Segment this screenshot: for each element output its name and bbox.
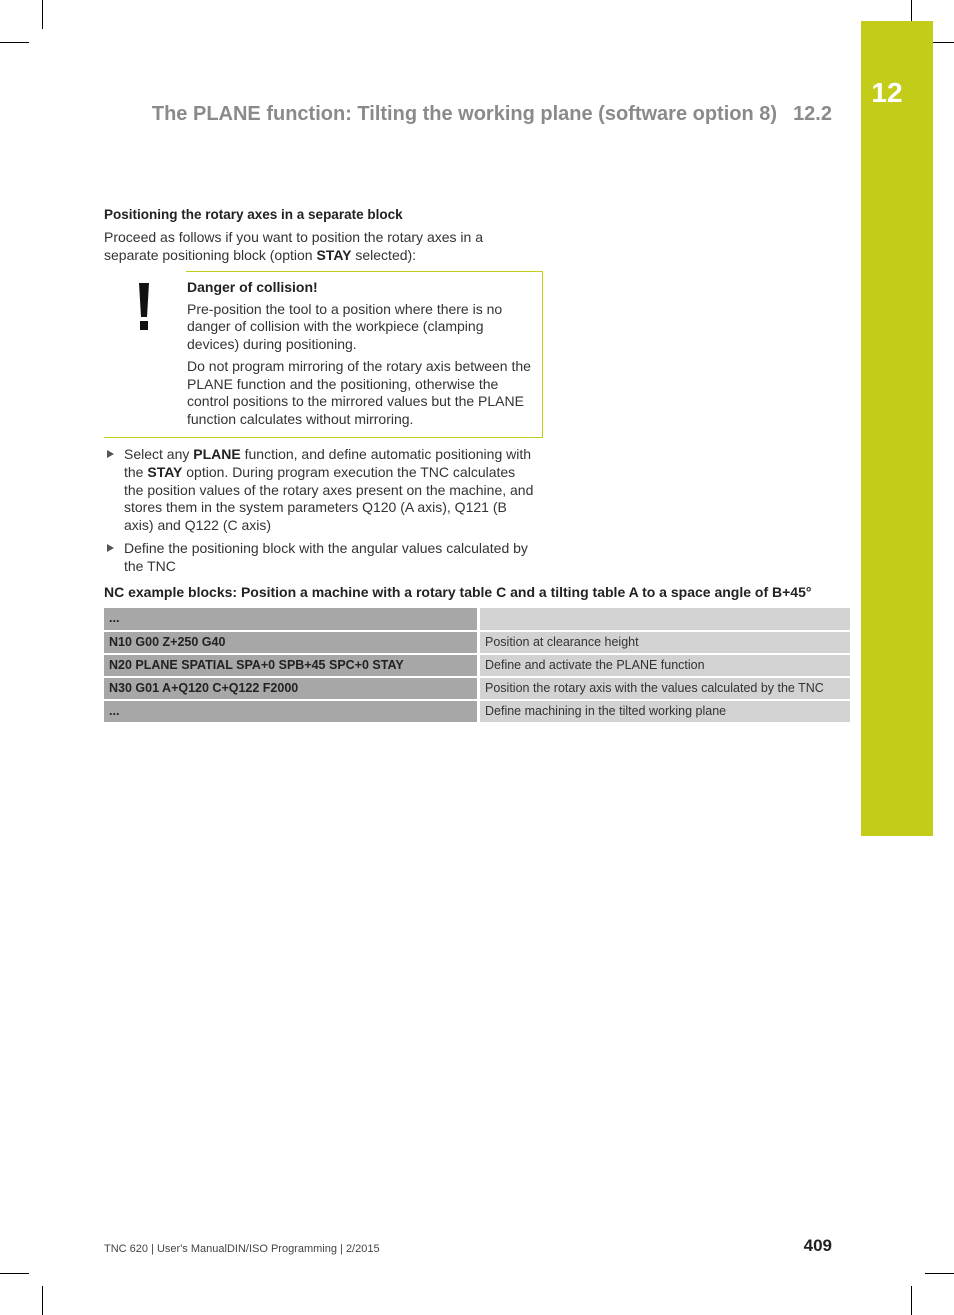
table-row (104, 655, 850, 676)
nc-code-cell: N20 PLANE SPATIAL SPA+0 SPB+45 SPC+0 STAY (104, 655, 480, 676)
warning-border (104, 437, 543, 438)
intro-paragraph: Proceed as follows if you want to position the rotary axes in a separate positioning block (option STAY selected): (104, 229, 483, 263)
list-item: Select any PLANE function, and define automatic positioning with the STAY option. During program execution the TNC calculates the position values of the rotary axes present on the machine, and stores them in the system parameters Q120 (A axis), Q121 (B axis) and Q122 (C axis) (104, 446, 536, 535)
chapter-number: 12 (871, 77, 903, 108)
warning-title: Danger of collision! (187, 279, 318, 295)
warning-paragraph: Pre-position the tool to a position where there is no danger of collision with the workpiece (clamping devices) during positioning. (187, 300, 503, 352)
warning-border (186, 271, 543, 272)
crop-mark (0, 1273, 29, 1274)
triangle-bullet-icon (107, 544, 114, 552)
nc-example-table (104, 606, 850, 724)
crop-mark (911, 1286, 912, 1315)
nc-desc-cell: Position the rotary axis with the values calculated by the TNC (480, 678, 850, 699)
warning-content (187, 279, 537, 433)
nc-code-cell: ... (104, 701, 480, 722)
header-section-number: 12.2 (793, 103, 832, 125)
nc-code-cell: N10 G00 Z+250 G40 (104, 632, 480, 653)
nc-desc-cell: Define and activate the PLANE function (480, 655, 850, 676)
warning-border (542, 271, 543, 438)
page-number: 409 (803, 1236, 832, 1255)
example-heading: NC example blocks: Position a machine with a rotary table C and a tilting table A to a space angle of B+45° (104, 584, 812, 600)
triangle-bullet-icon (107, 450, 114, 458)
warning-paragraph: Do not program mirroring of the rotary axis between the PLANE function and the positioning, otherwise the control positions to the mirrored values but the PLANE function calculates without mirroring. (187, 358, 531, 427)
keyword-stay: STAY (316, 247, 352, 263)
crop-mark (925, 1273, 954, 1274)
running-header (0, 103, 832, 126)
header-title: The PLANE function: Tilting the working plane (software option 8) (151, 103, 778, 125)
nc-desc-cell: Position at clearance height (480, 632, 850, 653)
step-list (104, 446, 536, 581)
nc-desc-cell (480, 608, 850, 630)
footer-text: TNC 620 | User's ManualDIN/ISO Programming | 2/2015 (104, 1243, 380, 1255)
chapter-tab (861, 21, 933, 836)
table-row (104, 701, 850, 722)
crop-mark (0, 42, 29, 43)
exclamation-icon (136, 283, 152, 331)
crop-mark (42, 1286, 43, 1315)
section-heading: Positioning the rotary axes in a separate block (104, 207, 403, 222)
warning-box (104, 271, 542, 438)
nc-desc-cell: Define machining in the tilted working plane (480, 701, 850, 722)
table-row (104, 678, 850, 699)
table-row (104, 632, 850, 653)
table-row (104, 608, 850, 630)
nc-code-cell: ... (104, 608, 480, 630)
crop-mark (42, 0, 43, 29)
nc-code-cell: N30 G01 A+Q120 C+Q122 F2000 (104, 678, 480, 699)
list-item: Define the positioning block with the angular values calculated by the TNC (104, 540, 536, 576)
